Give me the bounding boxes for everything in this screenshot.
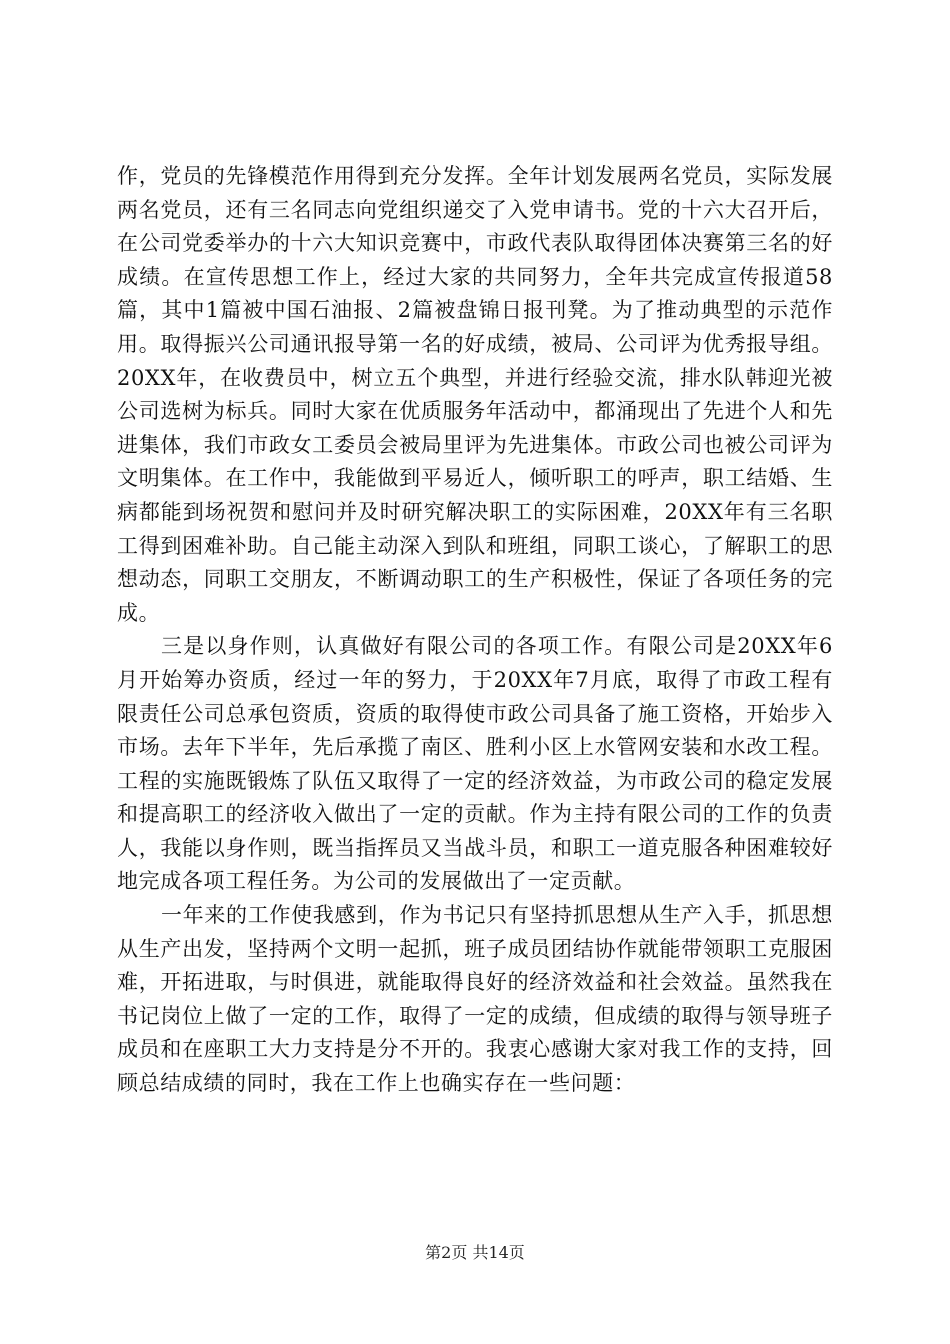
paragraph-year-summary: 一年来的工作使我感到，作为书记只有坚持抓思想从生产入手，抓思想从生产出发，坚持两个文明一起抓，班子成员团结协作就能带领职工克服困难，开拓进取，与时俱进，就能取得良好的经济效益和社会效益。虽然我在书记岗位上做了一定的工作，取得了一定的成绩，但成绩的取得与领导班子成员和在座职工大力支持是分不开的。我衷心感谢大家对我工作的支持，回顾总结成绩的同时，我在工作上也确实存在一些问题： <box>117 903 833 1096</box>
paragraph-continuation: 作，党员的先锋模范作用得到充分发挥。全年计划发展两名党员，实际发展两名党员，还有三名同志向党组织递交了入党申请书。党的十六大召开后，在公司党委举办的十六大知识竞赛中，市政代表队取得团体决赛第三名的好成绩。在宣传思想工作上，经过大家的共同努力，全年共完成宣传报道58篇，其中1篇被中国石油报、2篇被盘锦日报刊凳。为了推动典型的示范作用。取得振兴公司通讯报导第一名的好成绩，被局、公司评为优秀报导组。20XX年，在收费员中，树立五个典型，并进行经验交流，排水队韩迎光被公司选树为标兵。同时大家在优质服务年活动中，都涌现出了先进个人和先进集体，我们市政女工委员会被局里评为先进集体。市政公司也被公司评为文明集体。在工作中，我能做到平易近人，倾听职工的呼声，职工结婚、生病都能到场祝贺和慰问并及时研究解决职工的实际困难，20XX年有三名职工得到困难补助。自己能主动深入到队和班组，同职工谈心，了解职工的思想动态，同职工交朋友，不断调动职工的生产积极性，保证了各项任务的完成。 <box>117 164 833 625</box>
paragraph-limited-company: 三是以身作则，认真做好有限公司的各项工作。有限公司是20XX年6月开始筹办资质，经过一年的努力，于20XX年7月底，取得了市政工程有限责任公司总承包资质，资质的取得使市政公司具备了施工资格，开始步入市场。去年下半年，先后承揽了南区、胜利小区上水管网安装和水改工程。工程的实施既锻炼了队伍又取得了一定的经济效益，为市政公司的稳定发展和提高职工的经济收入做出了一定的贡献。作为主持有限公司的工作的负责人，我能以身作则，既当指挥员又当战斗员，和职工一道克服各种困难较好地完成各项工程任务。为公司的发展做出了一定贡献。 <box>117 634 833 894</box>
page-number-footer: 第2页 共14页 <box>425 1243 525 1262</box>
document-body <box>117 160 833 1101</box>
